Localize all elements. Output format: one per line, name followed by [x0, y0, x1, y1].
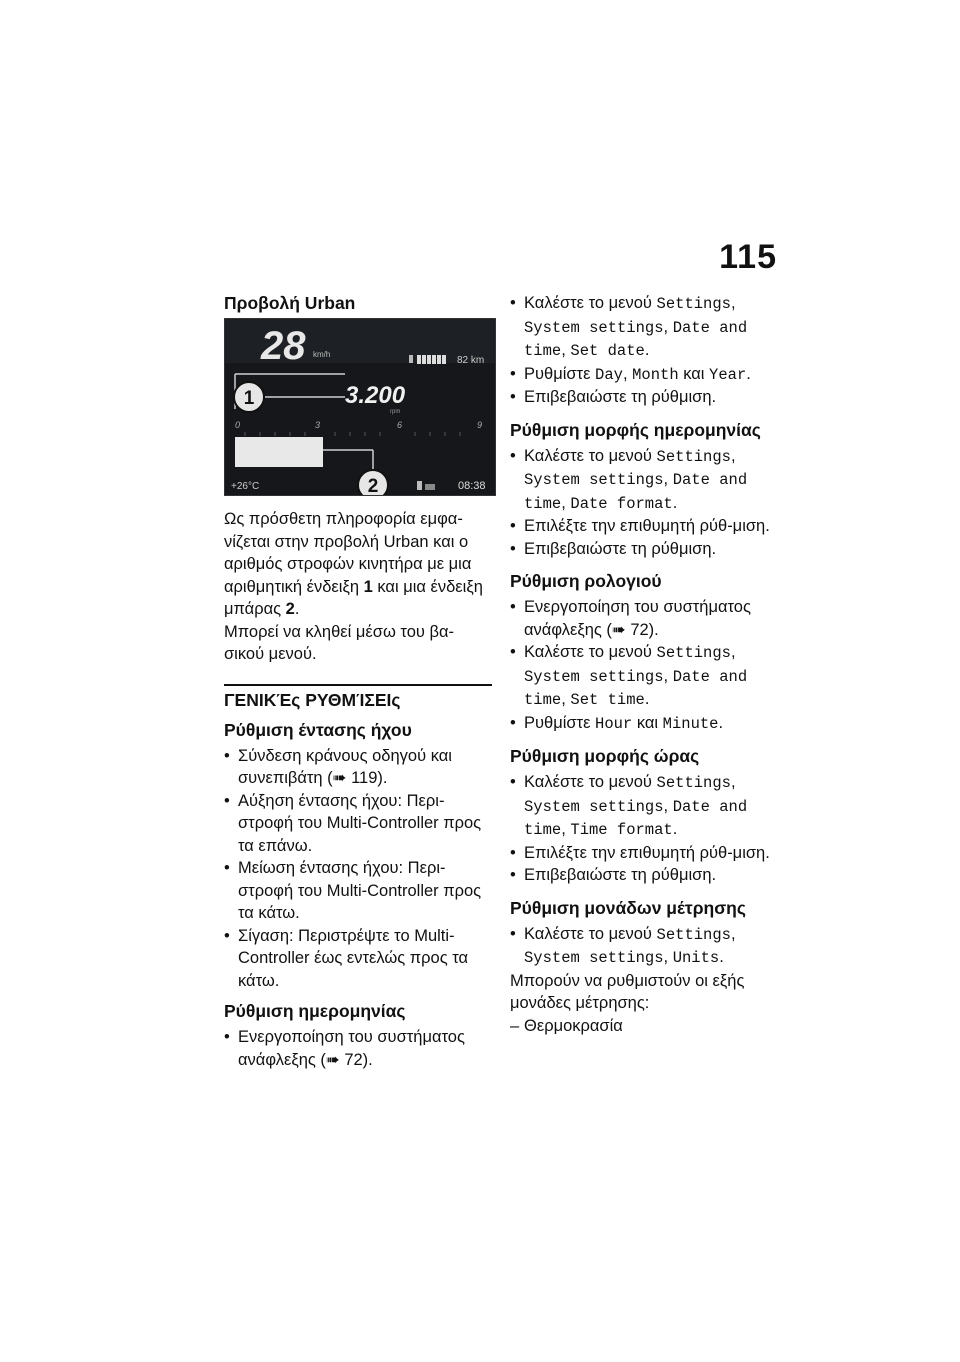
dashboard-graphic — [225, 319, 495, 495]
list-item: • Επιβεβαιώστε τη ρύθμιση. — [510, 538, 785, 561]
rpm-unit: rpm — [390, 409, 401, 415]
scale-9: 9 — [477, 420, 483, 430]
list-item: • Επιβεβαιώστε τη ρύθμιση. — [510, 864, 785, 887]
temp-value: +26°C — [231, 481, 260, 492]
list-item: • Καλέστε το μενού Settings, System settings, Date and time, Time format. — [510, 771, 785, 842]
date-format-steps — [510, 445, 785, 561]
units-text: Μπορούν να ρυθμιστούν οι εξής μονάδες μέτρησης: — [510, 971, 745, 1012]
list-item: • Σύνδεση κράνους οδηγού και συνεπιβάτη (➠ 119). — [224, 745, 492, 790]
units-steps — [510, 923, 785, 970]
time-format-steps — [510, 771, 785, 887]
callout-1-label: 1 — [243, 388, 255, 409]
speed-unit: km/h — [313, 350, 331, 359]
urban-view-title: Προβολή Urban — [224, 293, 356, 313]
right-column — [510, 292, 785, 1037]
callout-2-label: 2 — [367, 476, 379, 495]
scale-6: 6 — [397, 420, 403, 430]
list-item: • Αύξηση έντασης ήχου: Περι-στροφή του Multi-Controller προς τα επάνω. — [224, 790, 492, 858]
list-item: • Καλέστε το μενού Settings, System settings, Date and time, Set time. — [510, 641, 785, 712]
general-settings-title: ΓΕΝΙΚΈς ΡΥΘΜΊΣΕΙς — [224, 684, 492, 711]
list-item: • Επιβεβαιώστε τη ρύθμιση. — [510, 386, 785, 409]
speed-value: 28 — [261, 324, 306, 368]
units-title: Ρύθμιση μονάδων μέτρησης — [510, 897, 746, 918]
time-format-title: Ρύθμιση μορφής ώρας — [510, 746, 700, 766]
list-item: • Καλέστε το μενού Settings, System settings, Date and time, Set date. — [510, 292, 785, 363]
volume-list — [224, 745, 492, 993]
left-column — [224, 292, 492, 1071]
time-value: 08:38 — [458, 480, 486, 492]
page-number: 115 — [719, 238, 777, 276]
list-item: • Ρυθμίστε Day, Month και Year. — [510, 363, 785, 387]
list-item: • Ενεργοποίηση του συστήματος ανάφλεξης (➠ 72). — [224, 1026, 492, 1071]
battery-icon — [425, 484, 435, 490]
list-item: • Ρυθμίστε Hour και Minute. — [510, 712, 785, 736]
list-item: • Επιλέξτε την επιθυμητή ρύθ-μιση. — [510, 842, 785, 865]
clock-title: Ρύθμιση ρολογιού — [510, 571, 662, 591]
urban-description-2: Μπορεί να κληθεί μέσω του βα-σικού μενού. — [224, 622, 455, 663]
urban-description: Ως πρόσθετη πληροφορία εμφα-νίζεται στην προβολή Urban και ο αριθμός στροφών κινητήρα με μια αριθμητική ένδειξη 1 και μια ένδειξη μπάρας 2. — [224, 510, 483, 618]
volume-title: Ρύθμιση έντασης ήχου — [224, 719, 412, 740]
list-item: • Καλέστε το μενού Settings, System settings, Units. — [510, 923, 785, 970]
date-steps — [510, 292, 785, 409]
date-title: Ρύθμιση ημερομηνίας — [224, 1001, 406, 1021]
dashboard-image — [224, 318, 496, 496]
units-list — [510, 1015, 785, 1038]
clock-steps — [510, 596, 785, 735]
scale-0: 0 — [235, 420, 241, 430]
date-format-title: Ρύθμιση μορφής ημερομηνίας — [510, 419, 761, 440]
list-item: – Θερμοκρασία — [510, 1015, 785, 1038]
list-item: • Επιλέξτε την επιθυμητή ρύθ-μιση. — [510, 515, 785, 538]
fuel-icon — [409, 355, 413, 363]
rpm-value: 3.200 — [345, 382, 406, 409]
list-item: • Σίγαση: Περιστρέψτε το Multi-Controller έως εντελώς προς τα κάτω. — [224, 925, 492, 993]
rpm-bar — [235, 437, 323, 467]
range-value: 82 km — [457, 355, 485, 366]
phone-icon — [417, 481, 422, 490]
list-item: • Μείωση έντασης ήχου: Περι-στροφή του Multi-Controller προς τα κάτω. — [224, 857, 492, 925]
list-item: • Καλέστε το μενού Settings, System settings, Date and time, Date format. — [510, 445, 785, 516]
date-list — [224, 1026, 492, 1071]
list-item: • Ενεργοποίηση του συστήματος ανάφλεξης (➠ 72). — [510, 596, 785, 641]
scale-3: 3 — [315, 420, 321, 430]
